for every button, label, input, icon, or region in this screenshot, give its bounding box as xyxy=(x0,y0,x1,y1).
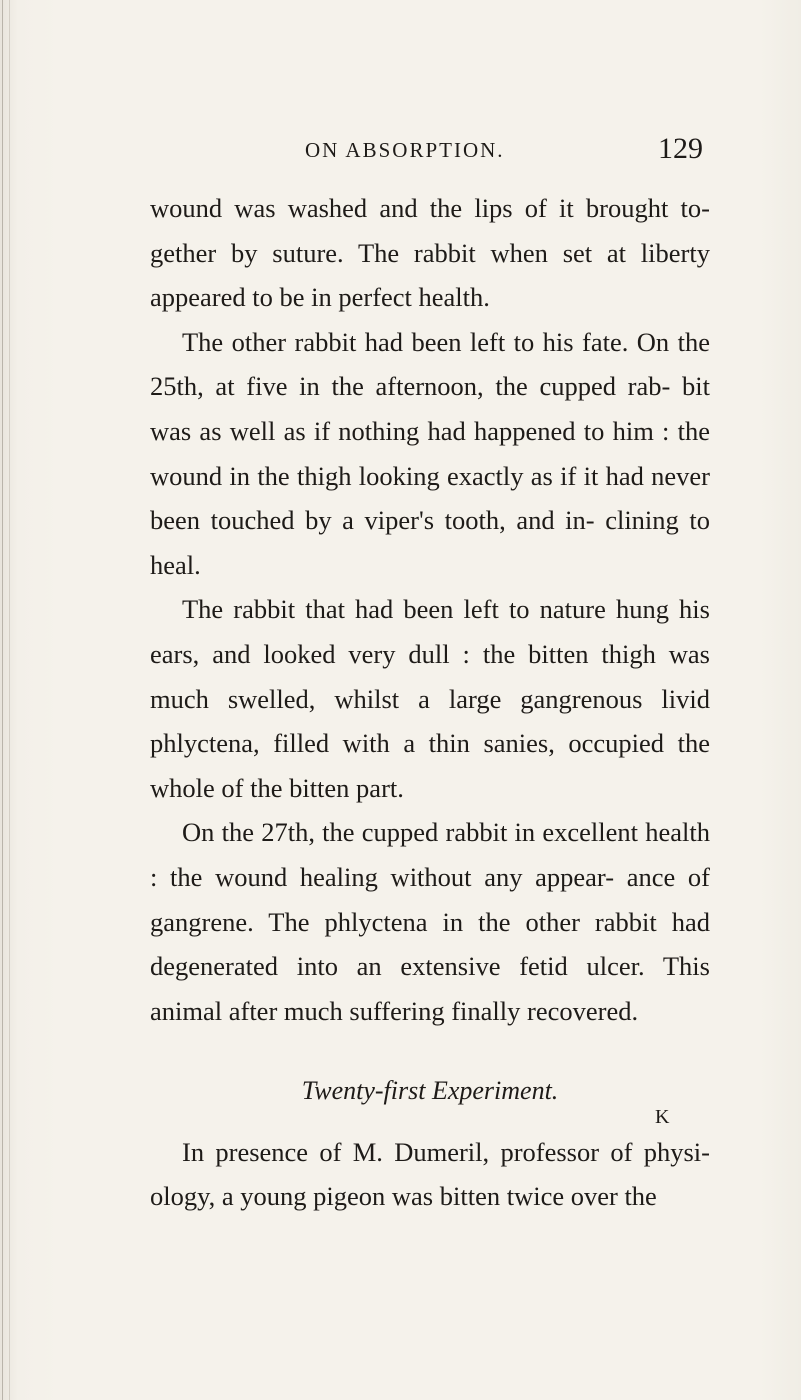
signature-mark: K xyxy=(655,1106,671,1128)
paragraph-3: The rabbit that had been left to nature hung his ears, and looked very dull : the bitten thigh was much swelled, whilst a large gangrenous livid phlyctena, filled with a thin sanies, occupied the whole of the bitten part. xyxy=(150,594,710,803)
section-heading: Twenty-first Experiment. xyxy=(301,1076,559,1106)
binding-edge-inner xyxy=(9,0,10,1400)
page-number: 129 xyxy=(658,132,703,165)
page-header xyxy=(0,132,801,178)
paragraph-1: wound was washed and the lips of it brought to- gether by suture. The rabbit when set at liberty appeared to be in perfect health. xyxy=(150,193,710,313)
body-text xyxy=(150,186,710,1219)
paragraph-2: The other rabbit had been left to his fate. On the 25th, at five in the afternoon, the cupped rab- bit was as well as if nothing had happened to him : the wound in the thigh looking exactly as if it had never been touched by a viper's tooth, and in- clining to heal. xyxy=(150,326,710,580)
paragraph-4: On the 27th, the cupped rabbit in excellent health : the wound healing without any appear- ance of gangrene. The phlyctena in the other rabbit had degenerated into an extensive fetid ulcer. This animal after much suffering finally recovered. xyxy=(150,817,710,1026)
running-head: ON ABSORPTION. xyxy=(305,138,505,162)
binding-edge xyxy=(2,0,3,1400)
paragraph-5: In presence of M. Dumeril, professor of physi- ology, a young pigeon was bitten twice over the xyxy=(150,1136,710,1212)
